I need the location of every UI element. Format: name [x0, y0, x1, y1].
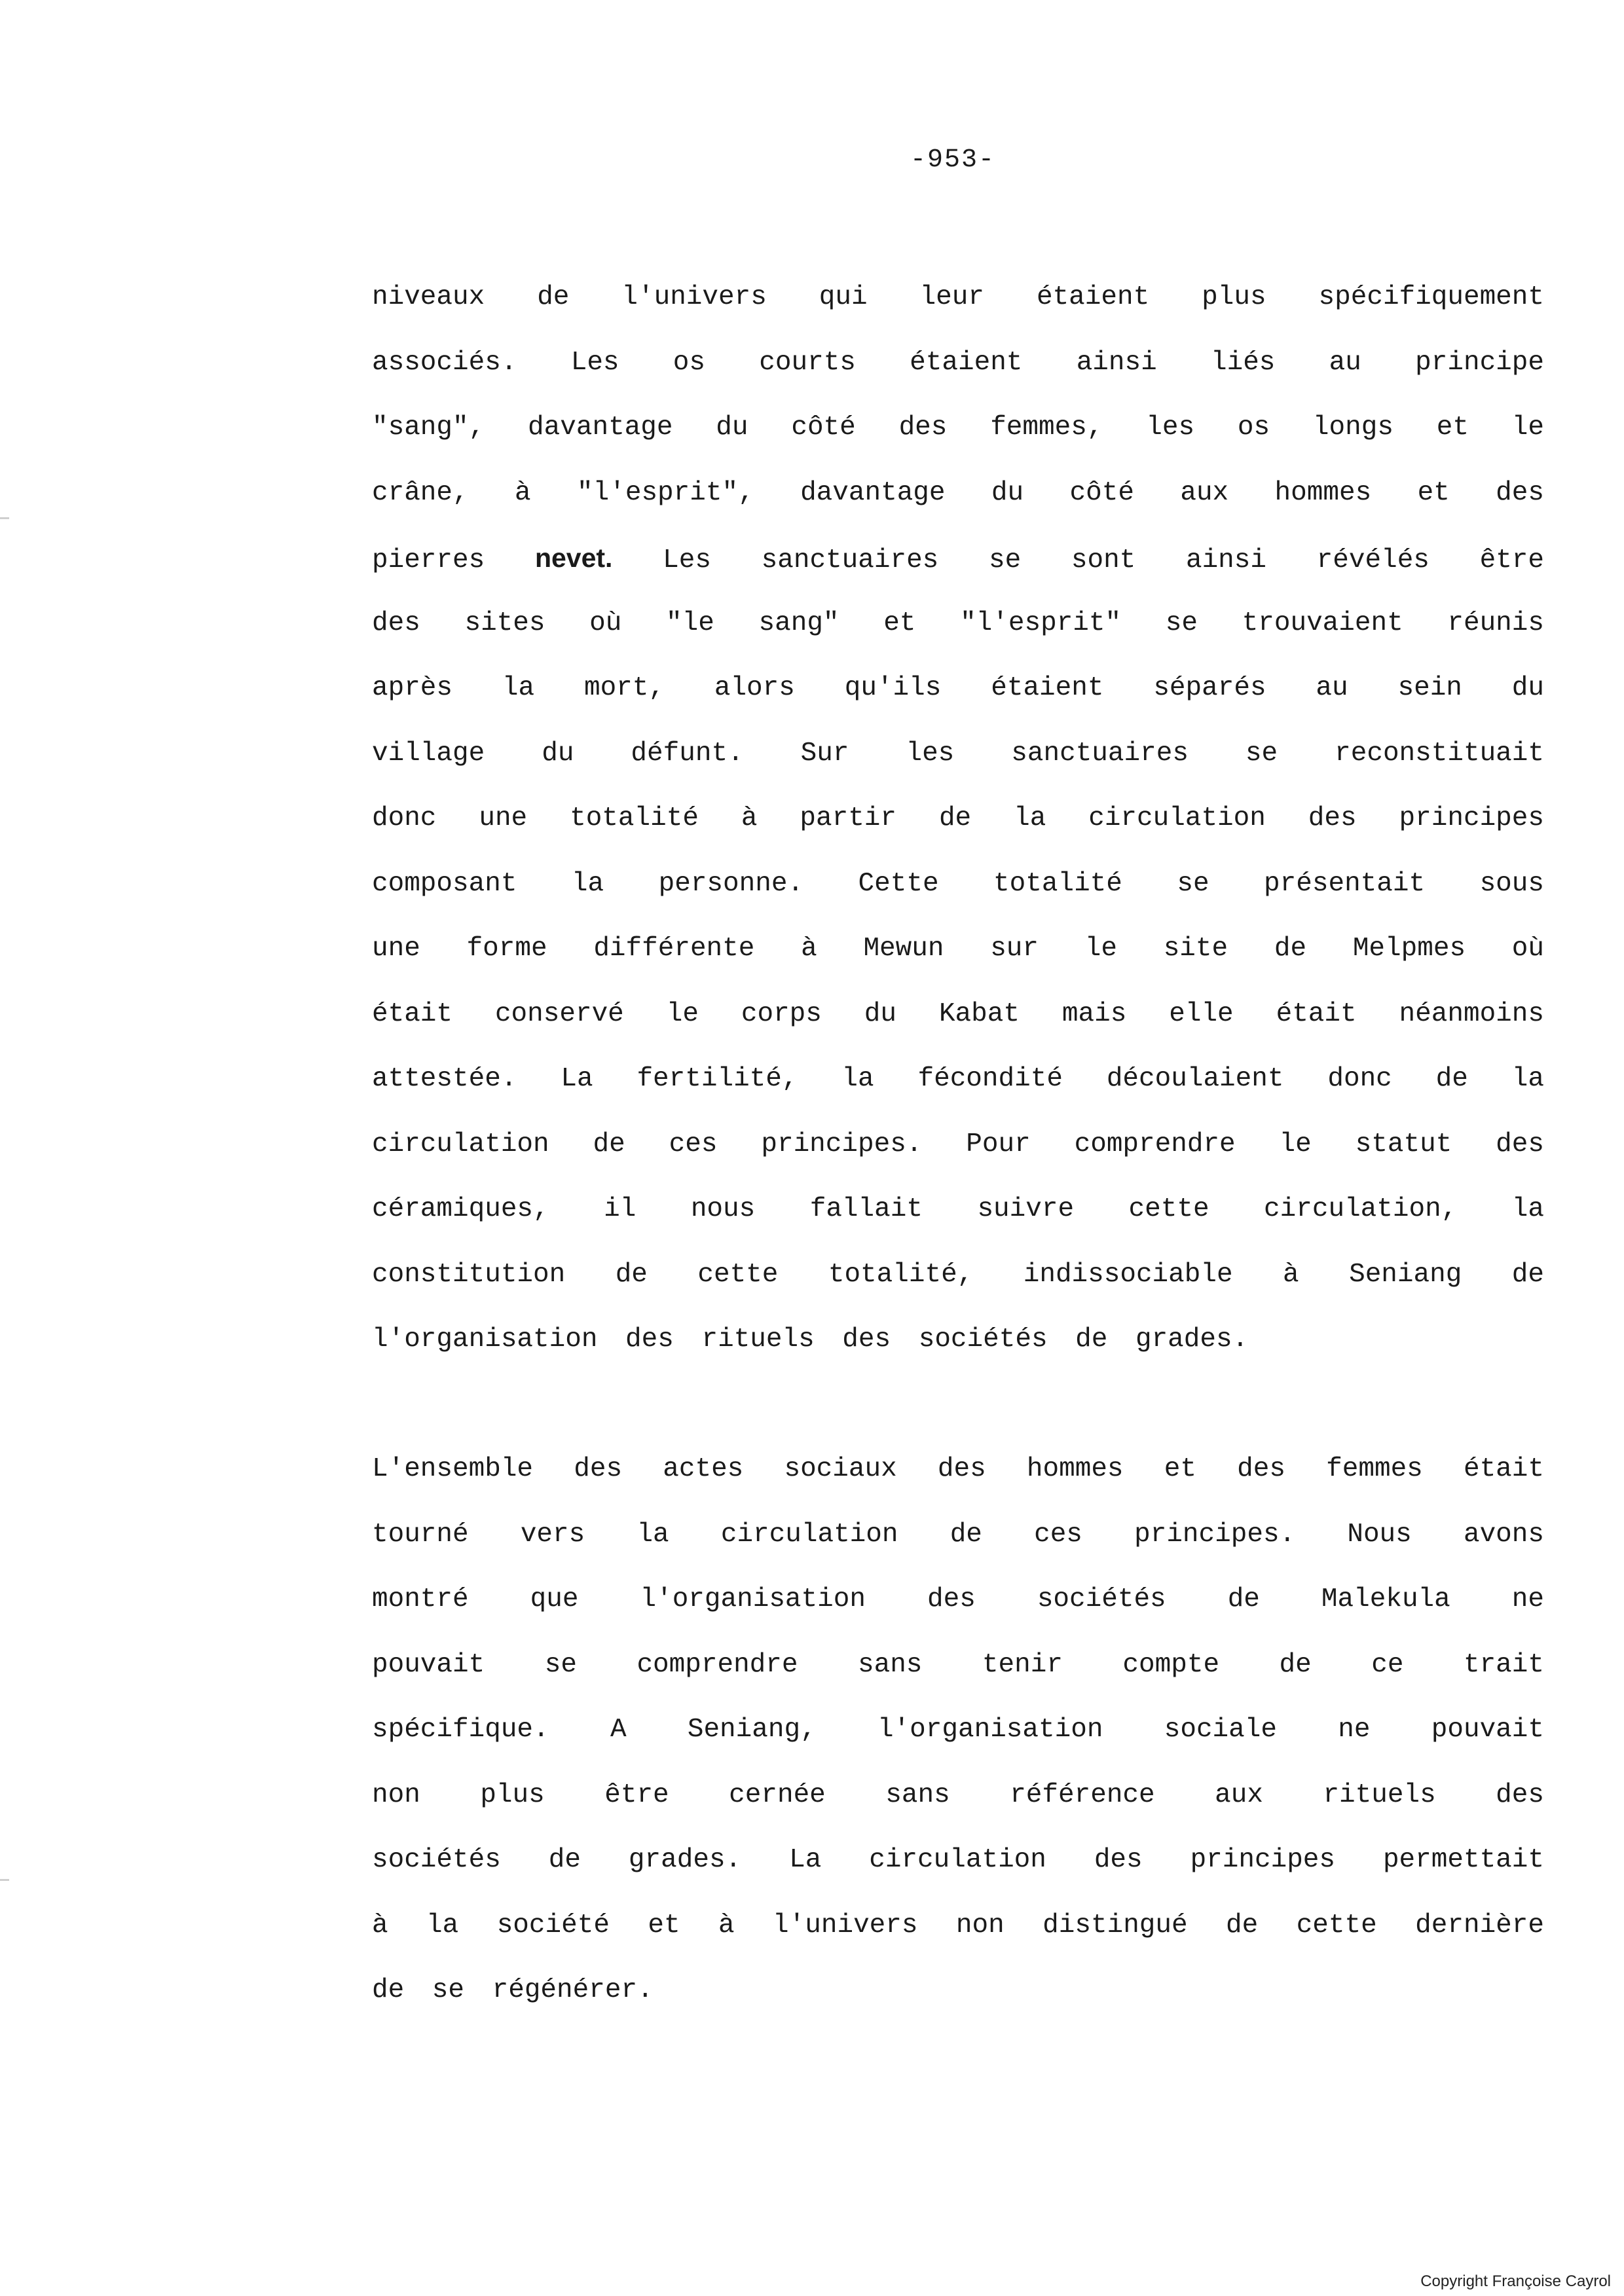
text-line: composant la personne. Cette totalité se présentait sous [372, 868, 1544, 899]
text-line-rest: Les sanctuaires se sont ainsi révélés être [663, 545, 1545, 575]
scan-margin-mark [0, 517, 9, 519]
text-line: attestée. La fertilité, la fécondité découlaient donc de la [372, 1064, 1544, 1094]
text-line: était conservé le corps du Kabat mais elle était néanmoins [372, 998, 1544, 1029]
text-line: à la société et à l'univers non distingué de cette dernière [372, 1910, 1544, 1941]
text-line: village du défunt. Sur les sanctuaires se reconstituait [372, 738, 1544, 769]
text-line: pouvait se comprendre sans tenir compte de ce trait [372, 1649, 1544, 1680]
text-line: une forme différente à Mewun sur le site de Melpmes où [372, 934, 1544, 964]
text-line: "sang", davantage du côté des femmes, les os longs et le [372, 412, 1544, 443]
copyright-notice: Copyright Françoise Cayrol [1420, 2272, 1611, 2290]
paragraph-2 [372, 1437, 1544, 2024]
text-line: niveaux de l'univers qui leur étaient plus spécifiquement [372, 282, 1544, 312]
text-line: après la mort, alors qu'ils étaient séparés au sein du [372, 673, 1544, 703]
text-line: crâne, à "l'esprit", davantage du côté aux hommes et des [372, 477, 1544, 508]
text-line: spécifique. A Seniang, l'organisation sociale ne pouvait [372, 1715, 1544, 1745]
bold-term-nevet: nevet. [534, 543, 613, 573]
text-line: donc une totalité à partir de la circulation des principes [372, 803, 1544, 833]
paragraph-1 [372, 265, 1544, 1373]
text-line [372, 526, 1544, 591]
text-line: de se régénérer. [372, 1975, 654, 2005]
scan-margin-mark [0, 1879, 9, 1881]
text-line: non plus être cernée sans référence aux rituels des [372, 1779, 1544, 1810]
text-line: sociétés de grades. La circulation des principes permettait [372, 1845, 1544, 1875]
text-line: montré que l'organisation des sociétés de Malekula ne [372, 1584, 1544, 1614]
text-line-prefix: pierres [372, 545, 485, 575]
text-line: associés. Les os courts étaient ainsi liés au principe [372, 347, 1544, 378]
text-line: céramiques, il nous fallait suivre cette circulation, la [372, 1194, 1544, 1224]
text-line: L'ensemble des actes sociaux des hommes et des femmes était [372, 1454, 1544, 1484]
text-line: l'organisation des rituels des sociétés de grades. [372, 1324, 1249, 1355]
page-number: -953- [910, 145, 996, 175]
text-line: des sites où "le sang" et "l'esprit" se trouvaient réunis [372, 608, 1544, 638]
text-line: circulation de ces principes. Pour comprendre le statut des [372, 1129, 1544, 1159]
text-line: constitution de cette totalité, indissociable à Seniang de [372, 1259, 1544, 1290]
text-line: tourné vers la circulation de ces principes. Nous avons [372, 1519, 1544, 1550]
